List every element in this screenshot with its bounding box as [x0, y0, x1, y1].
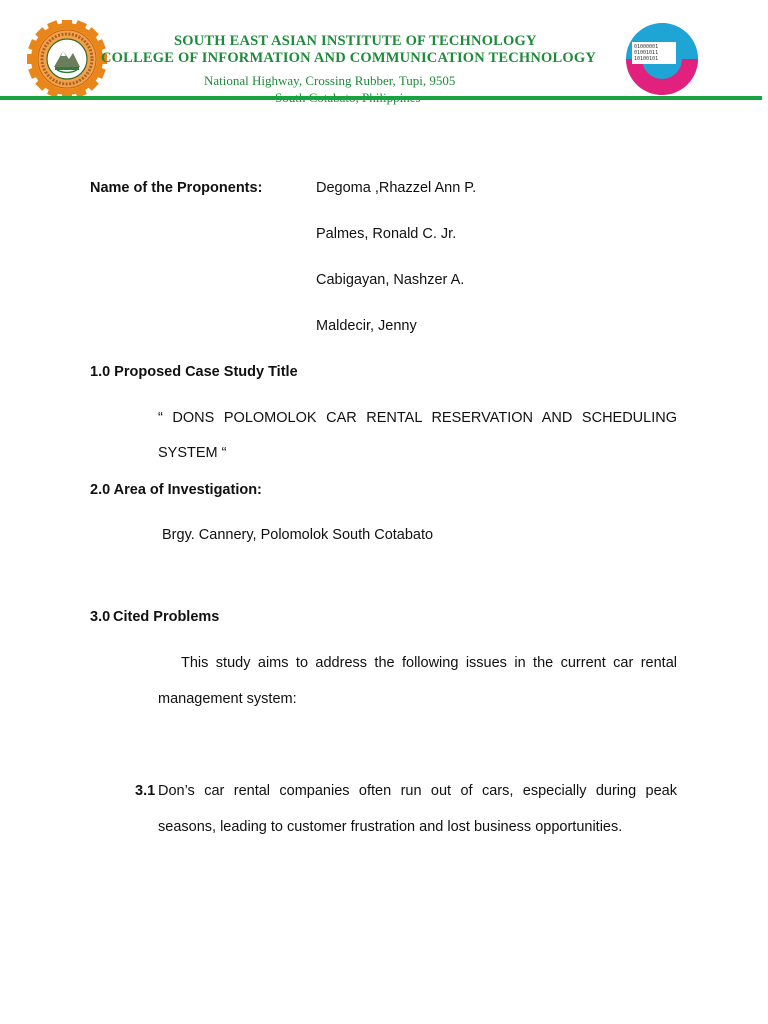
proponent-name: Cabigayan, Nashzer A. — [316, 272, 465, 288]
item-3-1-line-2: seasons, leading to customer frustration and lost business opportunities. — [158, 819, 623, 835]
seai-seal-icon — [26, 20, 108, 98]
svg-text:01000001: 01000001 — [634, 44, 659, 50]
case-study-title-line-2: SYSTEM “ — [158, 445, 227, 461]
item-3-1-number: 3.1 — [135, 783, 156, 799]
proponents-label: Name of the Proponents: — [90, 180, 263, 196]
area-of-investigation: Brgy. Cannery, Polomolok South Cotabato — [162, 527, 434, 543]
svg-text:01001011: 01001011 — [634, 50, 659, 56]
proponent-name: Maldecir, Jenny — [316, 318, 417, 334]
section-3-intro-line-2: management system: — [158, 691, 297, 707]
address-line-1: National Highway, Crossing Rubber, Tupi, 9505 — [204, 73, 456, 88]
section-2-heading: 2.0 Area of Investigation: — [90, 482, 262, 498]
cict-binary-logo-icon — [622, 20, 702, 98]
section-3-heading: Cited Problems — [113, 609, 220, 625]
item-3-1-line-1: Don’s car rental companies often run out of cars, especially during peak — [158, 783, 677, 799]
college-name: COLLEGE OF INFORMATION AND COMMUNICATION TECHNOLOGY — [101, 50, 597, 66]
section-1-heading: 1.0 Proposed Case Study Title — [90, 364, 298, 380]
proponent-name: Degoma ,Rhazzel Ann P. — [316, 180, 477, 196]
case-study-title-line-1: “ DONS POLOMOLOK CAR RENTAL RESERVATION AND SCHEDULING — [158, 410, 677, 426]
section-3-number: 3.0 — [90, 609, 111, 625]
svg-text:10100101: 10100101 — [634, 56, 659, 62]
section-3-intro-line-1: This study aims to address the following issues in the current car rental — [181, 655, 677, 671]
school-name: SOUTH EAST ASIAN INSTITUTE OF TECHNOLOGY — [174, 33, 537, 49]
header-rule — [0, 96, 762, 100]
proponent-name: Palmes, Ronald C. Jr. — [316, 226, 457, 242]
